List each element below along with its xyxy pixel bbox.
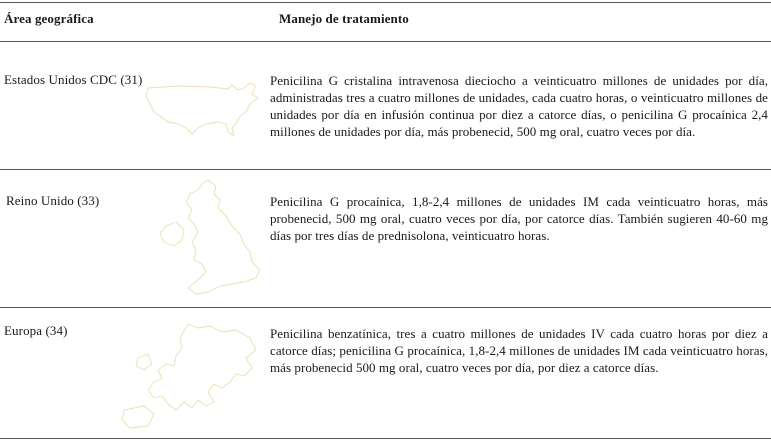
area-label: Reino Unido (33)	[6, 193, 100, 208]
bottom-rule	[0, 438, 771, 439]
area-label: Europa (34)	[4, 323, 68, 338]
row-rule	[0, 169, 771, 170]
top-rule	[0, 2, 771, 3]
europe-map-outline-icon	[118, 318, 268, 436]
header-treatment: Manejo de tratamiento	[279, 11, 409, 26]
uk-map-outline-icon	[148, 176, 268, 302]
header-rule	[0, 41, 771, 42]
header-area: Área geográfica	[4, 11, 94, 26]
treatment-text: Penicilina G cristalina intravenosa dieciocho a veinticuatro millones de unidades por día, administradas tres a cuatro millones de unidades, cada cuatro horas, o veinticuatro millones de unidades por día en infusión continua por diez a catorce días, o penicilina G procaínica 2,4 millones de unidades por día, más probenecid, 500 mg oral, cuatro veces por día.	[270, 73, 768, 139]
row-rule	[0, 307, 771, 308]
treatment-text: Penicilina G procaínica, 1,8-2,4 millones de unidades IM cada veinticuatro horas, más probenecid, 500 mg oral, cuatro veces por día, por catorce días. También sugieren 40-60 mg días por tres días de prednisolona, veinticuatro horas.	[270, 194, 768, 243]
treatment-text: Penicilina benzatínica, tres a cuatro millones de unidades IV cada cuatro horas por diez a catorce días; penicilina G procaínica, 1,8-2,4 millones de unidades IM cada veinticuatro horas, más probenecid 500 mg oral, cuatro veces por día, por diez a catorce días.	[270, 326, 768, 375]
area-label: Estados Unidos CDC (31)	[4, 72, 143, 87]
usa-map-outline-icon	[140, 78, 270, 138]
